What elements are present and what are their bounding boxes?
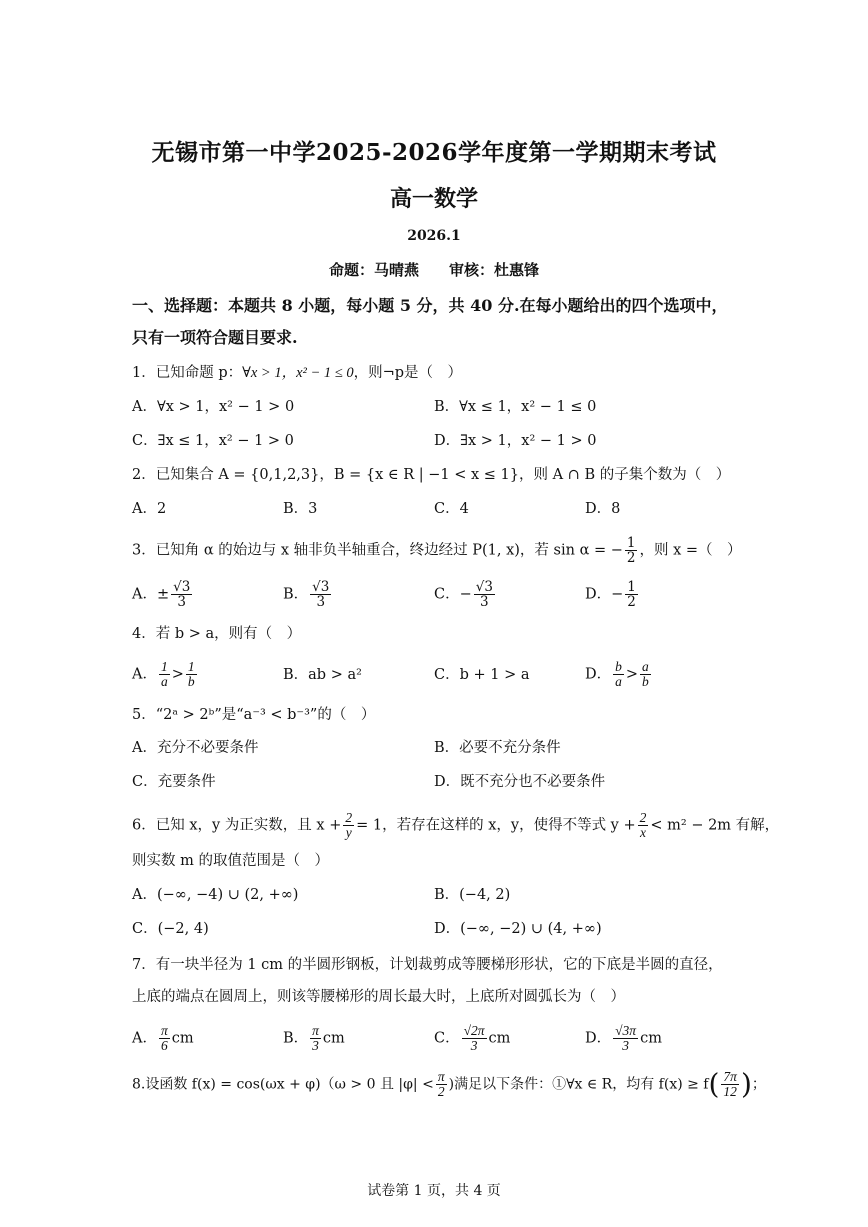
q7-a-den: 6 [160,1038,168,1054]
q1-option-d: D．∃x > 1，x² − 1 > 0 [434,433,597,449]
q4-d-d1: a [615,674,622,690]
q4-a-op: > [171,666,184,683]
q2-option-d: D．8 [585,501,621,517]
q4-d-n1: b [615,659,622,674]
q5-stem: 5．“2ᵃ > 2ᵇ”是“a⁻³ < b⁻³”的（ ） [132,707,376,723]
q4-option-d [585,660,653,689]
exam-date: 2026.1 [407,228,461,244]
q7-d-num: √3π [615,1023,637,1038]
q7-option-b-label: B． [283,1030,309,1047]
q2-option-b: B．3 [283,501,318,517]
q6-option-d: D．(−∞, −2) ∪ (4, +∞) [434,921,602,937]
q7-b-fraction [310,1024,321,1053]
q8-f2-den: 12 [723,1084,737,1100]
q4-stem: 4．若 b > a，则有（ ） [132,626,302,642]
q3-option-c-label: C．− [434,586,472,603]
q2-option-a: A．2 [132,501,167,517]
q7-c-num: √2π [463,1023,485,1038]
q7-d-fraction [613,1024,638,1053]
q3-option-a-label: A．± [132,586,170,603]
q4-d-frac1 [613,660,624,689]
q4-d-frac2 [640,660,651,689]
q5-option-a: A．充分不必要条件 [132,740,259,756]
q3-stem [132,536,742,565]
q7-d-den: 3 [622,1038,629,1054]
q7-option-d-label: D． [585,1030,612,1047]
q6-fraction-1 [343,811,354,840]
q1-option-a: A．∀x > 1，x² − 1 > 0 [132,399,295,415]
q7-option-d [585,1024,662,1053]
q8-stem-part-a: 8.设函数 f(x) = cos(ωx + φ)（ω > 0 且 |φ| < [132,1076,434,1093]
q3-option-d [585,580,640,609]
q1-stem-prefix: 1．已知命题 p： [132,365,243,381]
q7-a-fraction [159,1024,170,1053]
q3-option-c-fraction [474,580,495,609]
q1-stem-math: ∀x > 1，x² − 1 ≤ 0 [242,365,354,381]
q7-b-den: 3 [312,1038,319,1054]
q8-stem [132,1067,766,1101]
exam-authors: 命题：马晴燕 审核：杜惠锋 [328,261,539,279]
q7-b-num: π [312,1023,319,1038]
q3-b-den: 3 [316,594,326,611]
q7-option-c-label: C． [434,1030,460,1047]
q8-f1-den: 2 [437,1084,445,1100]
q6-f1-num: 2 [345,810,353,825]
q7-a-num: π [160,1023,168,1038]
q4-a-frac1 [159,660,170,689]
q7-b-unit: cm [322,1030,345,1047]
q3-c-num: √3 [475,579,493,595]
q8-f1-num: π [437,1069,445,1084]
q7-option-a-label: A． [132,1030,157,1047]
q7-a-unit: cm [171,1030,194,1047]
q5-option-c: C．充要条件 [132,774,216,790]
q3-b-num: √3 [312,579,330,595]
q1-stem [132,362,462,384]
q4-option-b: B．ab > a² [283,667,362,683]
q6-option-c: C．(−2, 4) [132,921,209,937]
q3-stem-num: 1 [626,535,636,551]
q6-f1-den: y [345,825,352,841]
q4-option-a [132,660,199,689]
q6-stem-part-a: 6．已知 x，y 为正实数，且 x + [132,817,342,834]
q8-left-paren: ( [708,1067,720,1101]
q8-fraction-1 [436,1070,447,1099]
q4-d-n2: a [642,659,649,674]
q3-option-d-label: D．− [585,586,624,603]
q3-option-a [132,580,194,609]
q6-f2-num: 2 [639,810,647,825]
q4-option-a-label: A． [132,666,157,683]
q8-stem-part-c: ； [751,1076,766,1093]
q6-option-b: B．(−4, 2) [434,887,511,903]
q3-a-den: 3 [177,594,187,611]
section-heading-line1: 一、选择题：本题共 8 小题，每小题 5 分，共 40 分.在每小题给出的四个选项中， [132,296,728,315]
q3-stem-fraction [625,536,638,565]
q8-fraction-2 [721,1070,739,1099]
q3-a-num: √3 [173,579,191,595]
q4-a-d1: a [160,674,168,690]
q1-stem-suffix: ，则¬p是（ ） [353,365,463,381]
q1-option-b: B．∀x ≤ 1，x² − 1 ≤ 0 [434,399,597,415]
q8-f2-num: 7π [723,1069,737,1084]
q4-a-n1: 1 [160,659,168,674]
q4-a-n2: 1 [187,659,195,674]
q1-option-c: C．∃x ≤ 1，x² − 1 > 0 [132,433,294,449]
q3-stem-den: 2 [626,550,636,567]
q4-option-c: C．b + 1 > a [434,667,530,683]
q6-stem-line1 [132,811,779,840]
q6-fraction-2 [638,811,649,840]
q6-stem-part-c: < m² − 2m 有解， [650,817,780,834]
q7-c-unit: cm [488,1030,511,1047]
q7-option-a [132,1024,194,1053]
q8-stem-part-b: )满足以下条件：①∀x ∈ R，均有 f(x) ≥ f [448,1076,709,1093]
q4-a-frac2 [186,660,197,689]
q7-option-c [434,1024,510,1053]
q4-d-op: > [625,666,639,683]
q3-option-d-fraction [625,580,638,609]
q6-stem-part-b: = 1，若存在这样的 x，y，使得不等式 y + [356,817,636,834]
q3-option-b-fraction [310,580,331,609]
q3-option-b [283,580,333,609]
q3-c-den: 3 [480,594,489,611]
section-heading-line2: 只有一项符合题目要求. [132,328,298,347]
q5-option-b: B．必要不充分条件 [434,740,561,756]
q8-right-paren: ) [740,1067,752,1101]
q4-a-d2: b [187,674,195,690]
q2-option-c: C．4 [434,501,469,517]
q3-d-num: 1 [627,579,636,595]
q3-option-a-fraction [171,580,192,609]
q7-stem-line1: 7．有一块半径为 1 cm 的半圆形钢板，计划裁剪成等腰梯形形状，它的下底是半圆的直径， [132,957,723,973]
q6-f2-den: x [640,825,647,841]
q3-stem-part-b: ，则 x =（ ） [639,542,742,559]
q6-stem-line2: 则实数 m 的取值范围是（ ） [132,853,329,869]
exam-subject: 高一数学 [389,186,478,212]
q7-option-b [283,1024,345,1053]
q3-d-den: 2 [627,594,636,611]
exam-title: 无锡市第一中学2025-2026学年度第一学期期末考试 [151,139,717,166]
q4-d-d2: b [642,674,649,690]
q7-c-fraction [462,1024,487,1053]
q7-stem-line2: 上底的端点在圆周上，则该等腰梯形的周长最大时，上底所对圆弧长为（ ） [132,989,625,1005]
q2-stem: 2．已知集合 A = {0,1,2,3}，B = {x ∈ R | −1 < x ≤ 1}，则 A ∩ B 的子集个数为（ ） [132,467,731,483]
q4-option-d-label: D． [585,666,612,683]
q3-option-c [434,580,497,609]
q3-option-b-label: B． [283,586,309,603]
q3-stem-part-a: 3．已知角 α 的始边与 x 轴非负半轴重合，终边经过 P(1, x)，若 sin α = − [132,542,623,559]
q7-c-den: 3 [470,1038,478,1054]
q6-option-a: A．(−∞, −4) ∪ (2, +∞) [132,887,299,903]
q7-d-unit: cm [640,1030,662,1047]
page-footer: 试卷第 1 页，共 4 页 [367,1183,501,1199]
q5-option-d: D．既不充分也不必要条件 [434,774,606,790]
